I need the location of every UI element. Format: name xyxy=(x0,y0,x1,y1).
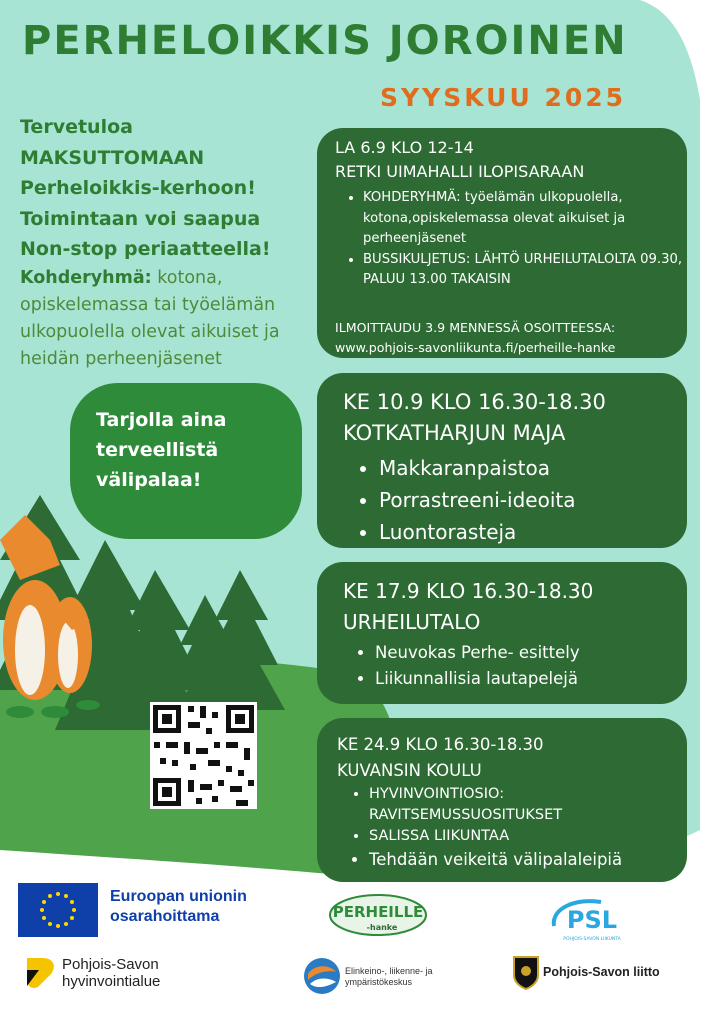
event-card-2 xyxy=(317,373,687,548)
signup-url[interactable]: www.pohjois-savonliikunta.fi/perheille-hanke xyxy=(335,340,616,355)
target-group-line: opiskelemassa tai työelämän xyxy=(20,294,276,315)
phv-logo-icon xyxy=(25,956,59,990)
snack-bubble xyxy=(70,383,302,539)
phv-logo-text xyxy=(62,956,160,990)
target-group-text: kotona, xyxy=(151,267,223,288)
intro-line: Non-stop periaatteella! xyxy=(20,238,271,260)
liitto-logo-text: Pohjois-Savon liitto xyxy=(543,965,660,979)
event-place: KOTKATHARJUN MAJA xyxy=(343,421,566,445)
eu-flag-icon xyxy=(18,883,98,937)
poster-title: PERHELOIKKIS JOROINEN xyxy=(22,18,628,64)
bubble-line: Tarjolla aina xyxy=(96,409,227,431)
signup-text: ILMOITTAUDU 3.9 MENNESSÄ OSOITTEESSA: xyxy=(335,320,616,335)
event-card-1 xyxy=(317,128,687,358)
eu-funding-text xyxy=(110,887,247,927)
event-item: • Neuvokas Perhe- esittely xyxy=(375,640,580,666)
psl-logo-subtext: POHJOIS-SAVON LIIKUNTA xyxy=(563,937,621,942)
perheille-logo xyxy=(328,893,428,937)
intro-line: Tervetuloa xyxy=(20,116,133,138)
intro-line: Toimintaan voi saapua xyxy=(20,207,261,230)
event-date: LA 6.9 KLO 12-14 xyxy=(335,138,474,157)
ely-line: Elinkeino-, liikenne- ja xyxy=(345,966,433,976)
event-date: KE 17.9 KLO 16.30-18.30 xyxy=(343,579,594,603)
event-place: URHEILUTALO xyxy=(343,610,481,634)
ely-logo-icon xyxy=(302,956,342,996)
event-item: • HYVINVOINTIOSIO: RAVITSEMUSSUOSITUKSET xyxy=(369,784,699,826)
event-card-4 xyxy=(317,718,687,882)
event-item: • SALISSA LIIKUNTAA xyxy=(369,826,699,847)
intro-line: Perheloikkis-kerhoon! xyxy=(20,177,256,199)
event-place: KUVANSIN KOULU xyxy=(337,761,482,780)
eu-line: Euroopan unionin xyxy=(110,888,247,905)
perheille-logo-text: PERHEILLE xyxy=(332,903,424,921)
target-group-line: heidän perheenjäsenet xyxy=(20,348,222,369)
bubble-line: välipalaa! xyxy=(96,469,202,491)
target-group-line: ulkopuolella olevat aikuiset ja xyxy=(20,321,280,342)
event-card-3 xyxy=(317,562,687,704)
target-group-label: Kohderyhmä: xyxy=(20,267,152,288)
phv-line: hyvinvointialue xyxy=(62,973,161,990)
event-item: • KOHDERYHMÄ: työelämän ulkopuolella, kotona,opiskelemassa olevat aikuiset ja perheenjäsenet xyxy=(363,188,693,250)
psl-logo xyxy=(546,896,630,944)
target-group-line xyxy=(20,265,310,292)
event-item: • Luontorasteja xyxy=(379,516,575,548)
event-item: • Porrastreeni-ideoita xyxy=(379,484,575,516)
event-item: • Tehdään veikeitä välipalaleipiä xyxy=(369,847,699,873)
event-item: • BUSSIKULJETUS: LÄHTÖ URHEILUTALOLTA 09.30, PALUU 13.00 TAKAISIN xyxy=(363,250,693,291)
event-item: • Makkaranpaistoa xyxy=(379,452,575,484)
event-item: • Liikunnallisia lautapelejä xyxy=(375,666,580,692)
ely-logo-text xyxy=(345,966,433,988)
hanke-logo-text: -hanke xyxy=(366,923,398,932)
event-place: RETKI UIMAHALLI ILOPISARAAN xyxy=(335,162,585,181)
intro-line: MAKSUTTOMAAN xyxy=(20,146,205,169)
event-date: KE 10.9 KLO 16.30-18.30 xyxy=(343,390,606,414)
liitto-coat-of-arms-icon xyxy=(512,955,540,991)
phv-line: Pohjois-Savon xyxy=(62,956,159,973)
intro-text xyxy=(20,112,310,373)
psl-logo-text: PSL xyxy=(566,906,618,934)
qr-code xyxy=(150,702,257,809)
month-label: SYYSKUU 2025 xyxy=(380,83,627,112)
eu-line: osarahoittama xyxy=(110,908,220,925)
event-date: KE 24.9 KLO 16.30-18.30 xyxy=(337,735,544,754)
ely-line: ympäristökeskus xyxy=(345,977,413,987)
bubble-line: terveellistä xyxy=(96,439,219,461)
